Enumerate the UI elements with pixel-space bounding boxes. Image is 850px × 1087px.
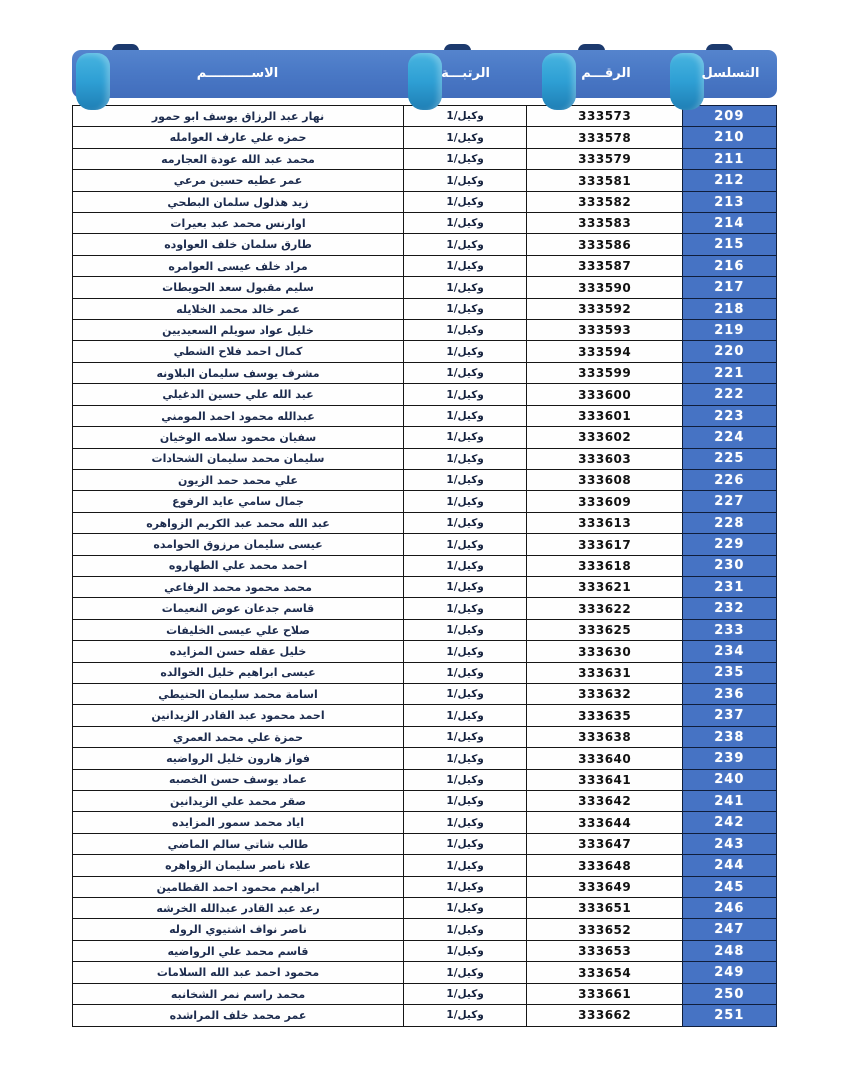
cell-number: 333613 (526, 512, 683, 535)
cell-rank: وكيل/1 (403, 233, 528, 256)
table-row (72, 640, 777, 663)
cell-name: ابراهيم محمود احمد القطامين (72, 876, 404, 899)
cell-rank: وكيل/1 (403, 362, 528, 385)
cell-rank: وكيل/1 (403, 576, 528, 599)
cell-name: عمر محمد خلف المراشده (72, 1004, 404, 1027)
table-row (72, 426, 777, 449)
table-row (72, 983, 777, 1006)
cell-serial: 217 (682, 276, 777, 299)
cell-serial: 216 (682, 255, 777, 278)
cell-serial: 240 (682, 769, 777, 792)
cell-name: علي محمد حمد الزيون (72, 469, 404, 492)
cell-number: 333603 (526, 448, 683, 471)
cell-rank: وكيل/1 (403, 961, 528, 984)
cell-name: عبد الله علي حسين الدغيلي (72, 383, 404, 406)
cell-rank: وكيل/1 (403, 212, 528, 235)
cell-name: اسامة محمد سليمان الحنيطي (72, 683, 404, 706)
cell-number: 333593 (526, 319, 683, 342)
cell-number: 333617 (526, 533, 683, 556)
cell-name: علاء ناصر سليمان الزواهره (72, 854, 404, 877)
cell-number: 333608 (526, 469, 683, 492)
cell-number: 333579 (526, 148, 683, 171)
cell-serial: 242 (682, 811, 777, 834)
cell-number: 333600 (526, 383, 683, 406)
table-row (72, 512, 777, 535)
table-row (72, 790, 777, 813)
column-header-name: الاســــــــــم (196, 66, 279, 81)
cell-rank: وكيل/1 (403, 469, 528, 492)
cell-number: 333601 (526, 405, 683, 428)
cell-rank: وكيل/1 (403, 448, 528, 471)
cell-rank: وكيل/1 (403, 1004, 528, 1027)
column-header-number: الرقـــم (581, 66, 631, 81)
table-row (72, 726, 777, 749)
cell-serial: 250 (682, 983, 777, 1006)
cell-number: 333644 (526, 811, 683, 834)
cell-serial: 235 (682, 662, 777, 685)
column-header-serial: التسلسل (701, 66, 760, 81)
cell-number: 333648 (526, 854, 683, 877)
cell-rank: وكيل/1 (403, 169, 528, 192)
cell-name: قاسم جدعان عوض النعيمات (72, 597, 404, 620)
cell-number: 333590 (526, 276, 683, 299)
cell-serial: 210 (682, 126, 777, 149)
cell-serial: 231 (682, 576, 777, 599)
cell-number: 333609 (526, 490, 683, 513)
cell-number: 333586 (526, 233, 683, 256)
table-row (72, 383, 777, 406)
cell-serial: 239 (682, 747, 777, 770)
cell-number: 333649 (526, 876, 683, 899)
cell-serial: 212 (682, 169, 777, 192)
table-row (72, 169, 777, 192)
cell-name: عمر خالد محمد الخلايله (72, 298, 404, 321)
cell-number: 333642 (526, 790, 683, 813)
table-row (72, 704, 777, 727)
cell-number: 333631 (526, 662, 683, 685)
cell-rank: وكيل/1 (403, 597, 528, 620)
table-row (72, 448, 777, 471)
table-row (72, 555, 777, 578)
cell-name: حمزة علي محمد العمري (72, 726, 404, 749)
cell-rank: وكيل/1 (403, 105, 528, 128)
cell-number: 333618 (526, 555, 683, 578)
cell-rank: وكيل/1 (403, 983, 528, 1006)
cell-name: كمال احمد فلاح الشطي (72, 340, 404, 363)
table-row (72, 298, 777, 321)
table-row (72, 876, 777, 899)
cell-serial: 225 (682, 448, 777, 471)
cell-serial: 246 (682, 897, 777, 920)
cell-rank: وكيل/1 (403, 704, 528, 727)
cell-number: 333651 (526, 897, 683, 920)
cell-rank: وكيل/1 (403, 769, 528, 792)
cell-rank: وكيل/1 (403, 191, 528, 214)
cell-name: عمر عطيه حسين مرعي (72, 169, 404, 192)
cell-serial: 237 (682, 704, 777, 727)
cell-serial: 221 (682, 362, 777, 385)
cell-serial: 247 (682, 918, 777, 941)
table-row (72, 148, 777, 171)
cell-serial: 233 (682, 619, 777, 642)
table-row (72, 961, 777, 984)
cell-serial: 226 (682, 469, 777, 492)
cell-rank: وكيل/1 (403, 533, 528, 556)
cell-number: 333661 (526, 983, 683, 1006)
cell-serial: 211 (682, 148, 777, 171)
cell-number: 333641 (526, 769, 683, 792)
table-row (72, 533, 777, 556)
cell-name: حمزه علي عارف العوامله (72, 126, 404, 149)
cell-serial: 234 (682, 640, 777, 663)
cell-number: 333654 (526, 961, 683, 984)
cell-name: قاسم محمد علي الرواضيه (72, 940, 404, 963)
cell-number: 333602 (526, 426, 683, 449)
cell-rank: وكيل/1 (403, 747, 528, 770)
cell-rank: وكيل/1 (403, 148, 528, 171)
cell-name: طارق سلمان خلف العواوده (72, 233, 404, 256)
cell-rank: وكيل/1 (403, 405, 528, 428)
cell-number: 333594 (526, 340, 683, 363)
cell-number: 333647 (526, 833, 683, 856)
cell-rank: وكيل/1 (403, 340, 528, 363)
cell-name: فواز هارون خليل الرواضيه (72, 747, 404, 770)
cell-name: محمد راسم نمر الشخانبه (72, 983, 404, 1006)
cell-serial: 228 (682, 512, 777, 535)
table-row (72, 276, 777, 299)
table-row (72, 490, 777, 513)
cell-number: 333630 (526, 640, 683, 663)
cell-serial: 218 (682, 298, 777, 321)
table-row (72, 811, 777, 834)
cell-serial: 249 (682, 961, 777, 984)
cell-serial: 222 (682, 383, 777, 406)
cell-serial: 227 (682, 490, 777, 513)
table-row (72, 340, 777, 363)
cell-number: 333632 (526, 683, 683, 706)
cell-rank: وكيل/1 (403, 126, 528, 149)
cell-name: اياد محمد سمور المزايده (72, 811, 404, 834)
cell-serial: 213 (682, 191, 777, 214)
cell-name: احمد محمد علي الطهاروه (72, 555, 404, 578)
cell-number: 333625 (526, 619, 683, 642)
cell-serial: 244 (682, 854, 777, 877)
cell-serial: 214 (682, 212, 777, 235)
cell-rank: وكيل/1 (403, 555, 528, 578)
cell-name: محمد عبد الله عودة العجارمه (72, 148, 404, 171)
table-row (72, 1004, 777, 1027)
table-row (72, 747, 777, 770)
cell-rank: وكيل/1 (403, 512, 528, 535)
cell-serial: 219 (682, 319, 777, 342)
cell-number: 333573 (526, 105, 683, 128)
cell-rank: وكيل/1 (403, 683, 528, 706)
cell-number: 333652 (526, 918, 683, 941)
table-row (72, 918, 777, 941)
cell-number: 333578 (526, 126, 683, 149)
table-row (72, 619, 777, 642)
table-body (72, 105, 777, 1027)
cell-number: 333640 (526, 747, 683, 770)
cell-number: 333581 (526, 169, 683, 192)
cell-name: عبد الله محمد عبد الكريم الزواهره (72, 512, 404, 535)
cell-name: احمد محمود عبد القادر الزيدانين (72, 704, 404, 727)
cell-number: 333635 (526, 704, 683, 727)
table-row (72, 362, 777, 385)
cell-number: 333599 (526, 362, 683, 385)
table-row (72, 233, 777, 256)
cell-rank: وكيل/1 (403, 854, 528, 877)
cell-rank: وكيل/1 (403, 833, 528, 856)
cell-name: سفيان محمود سلامه الوخيان (72, 426, 404, 449)
table-row (72, 940, 777, 963)
cell-name: ناصر نواف اشتيوي الروله (72, 918, 404, 941)
table-row (72, 576, 777, 599)
column-header-rank: الرتبـــة (441, 66, 490, 81)
cell-number: 333653 (526, 940, 683, 963)
cell-rank: وكيل/1 (403, 940, 528, 963)
cell-name: عماد يوسف حسن الخصبه (72, 769, 404, 792)
cell-number: 333592 (526, 298, 683, 321)
cell-rank: وكيل/1 (403, 640, 528, 663)
cell-name: سليم مقبول سعد الحويطات (72, 276, 404, 299)
cell-rank: وكيل/1 (403, 276, 528, 299)
table-row (72, 469, 777, 492)
cell-name: اوارنس محمد عبد بعيرات (72, 212, 404, 235)
cell-number: 333622 (526, 597, 683, 620)
table-row (72, 833, 777, 856)
cell-name: جمال سامي عايد الرفوع (72, 490, 404, 513)
table-row (72, 191, 777, 214)
cell-name: مراد خلف عيسى العوامره (72, 255, 404, 278)
cell-rank: وكيل/1 (403, 918, 528, 941)
cell-name: زيد هذلول سلمان البطحي (72, 191, 404, 214)
cell-rank: وكيل/1 (403, 319, 528, 342)
cell-serial: 209 (682, 105, 777, 128)
cell-number: 333587 (526, 255, 683, 278)
cell-serial: 251 (682, 1004, 777, 1027)
cell-rank: وكيل/1 (403, 619, 528, 642)
cell-rank: وكيل/1 (403, 490, 528, 513)
cell-rank: وكيل/1 (403, 726, 528, 749)
table-row (72, 854, 777, 877)
table-row (72, 212, 777, 235)
cell-name: صلاح علي عيسى الخليفات (72, 619, 404, 642)
cell-serial: 230 (682, 555, 777, 578)
cell-name: محمد محمود محمد الرفاعي (72, 576, 404, 599)
cell-name: محمود احمد عبد الله السلامات (72, 961, 404, 984)
cell-serial: 236 (682, 683, 777, 706)
cell-rank: وكيل/1 (403, 298, 528, 321)
cell-name: خليل عقله حسن المزايده (72, 640, 404, 663)
cell-serial: 224 (682, 426, 777, 449)
cell-name: طالب شاتي سالم الماضي (72, 833, 404, 856)
cell-serial: 223 (682, 405, 777, 428)
cell-name: عيسى سليمان مرزوق الحوامده (72, 533, 404, 556)
cell-name: نهار عبد الرزاق يوسف ابو حمور (72, 105, 404, 128)
cell-name: عيسى ابراهيم خليل الخوالده (72, 662, 404, 685)
cell-rank: وكيل/1 (403, 897, 528, 920)
cell-serial: 232 (682, 597, 777, 620)
cell-serial: 243 (682, 833, 777, 856)
cell-name: سليمان محمد سليمان الشحادات (72, 448, 404, 471)
cell-serial: 215 (682, 233, 777, 256)
cell-serial: 220 (682, 340, 777, 363)
table-row (72, 662, 777, 685)
cell-name: عبدالله محمود احمد المومني (72, 405, 404, 428)
table-header-band (72, 50, 777, 100)
cell-number: 333662 (526, 1004, 683, 1027)
cell-rank: وكيل/1 (403, 255, 528, 278)
cell-number: 333621 (526, 576, 683, 599)
cell-name: مشرف يوسف سليمان البلاونه (72, 362, 404, 385)
cell-serial: 238 (682, 726, 777, 749)
table-row (72, 897, 777, 920)
cell-name: خليل عواد سويلم السعيديين (72, 319, 404, 342)
table-row (72, 769, 777, 792)
cell-name: صقر محمد علي الزيدانين (72, 790, 404, 813)
table-row (72, 255, 777, 278)
table-row (72, 319, 777, 342)
cell-rank: وكيل/1 (403, 662, 528, 685)
cell-serial: 229 (682, 533, 777, 556)
table-row (72, 597, 777, 620)
cell-serial: 241 (682, 790, 777, 813)
cell-rank: وكيل/1 (403, 426, 528, 449)
cell-rank: وكيل/1 (403, 383, 528, 406)
table-row (72, 405, 777, 428)
cell-serial: 245 (682, 876, 777, 899)
cell-rank: وكيل/1 (403, 811, 528, 834)
table-row (72, 683, 777, 706)
cell-number: 333638 (526, 726, 683, 749)
table-row (72, 126, 777, 149)
cell-rank: وكيل/1 (403, 876, 528, 899)
cell-rank: وكيل/1 (403, 790, 528, 813)
scanned-document-sheet (72, 50, 777, 1027)
cell-number: 333582 (526, 191, 683, 214)
cell-serial: 248 (682, 940, 777, 963)
cell-number: 333583 (526, 212, 683, 235)
cell-name: رعد عبد القادر عبدالله الخرشه (72, 897, 404, 920)
